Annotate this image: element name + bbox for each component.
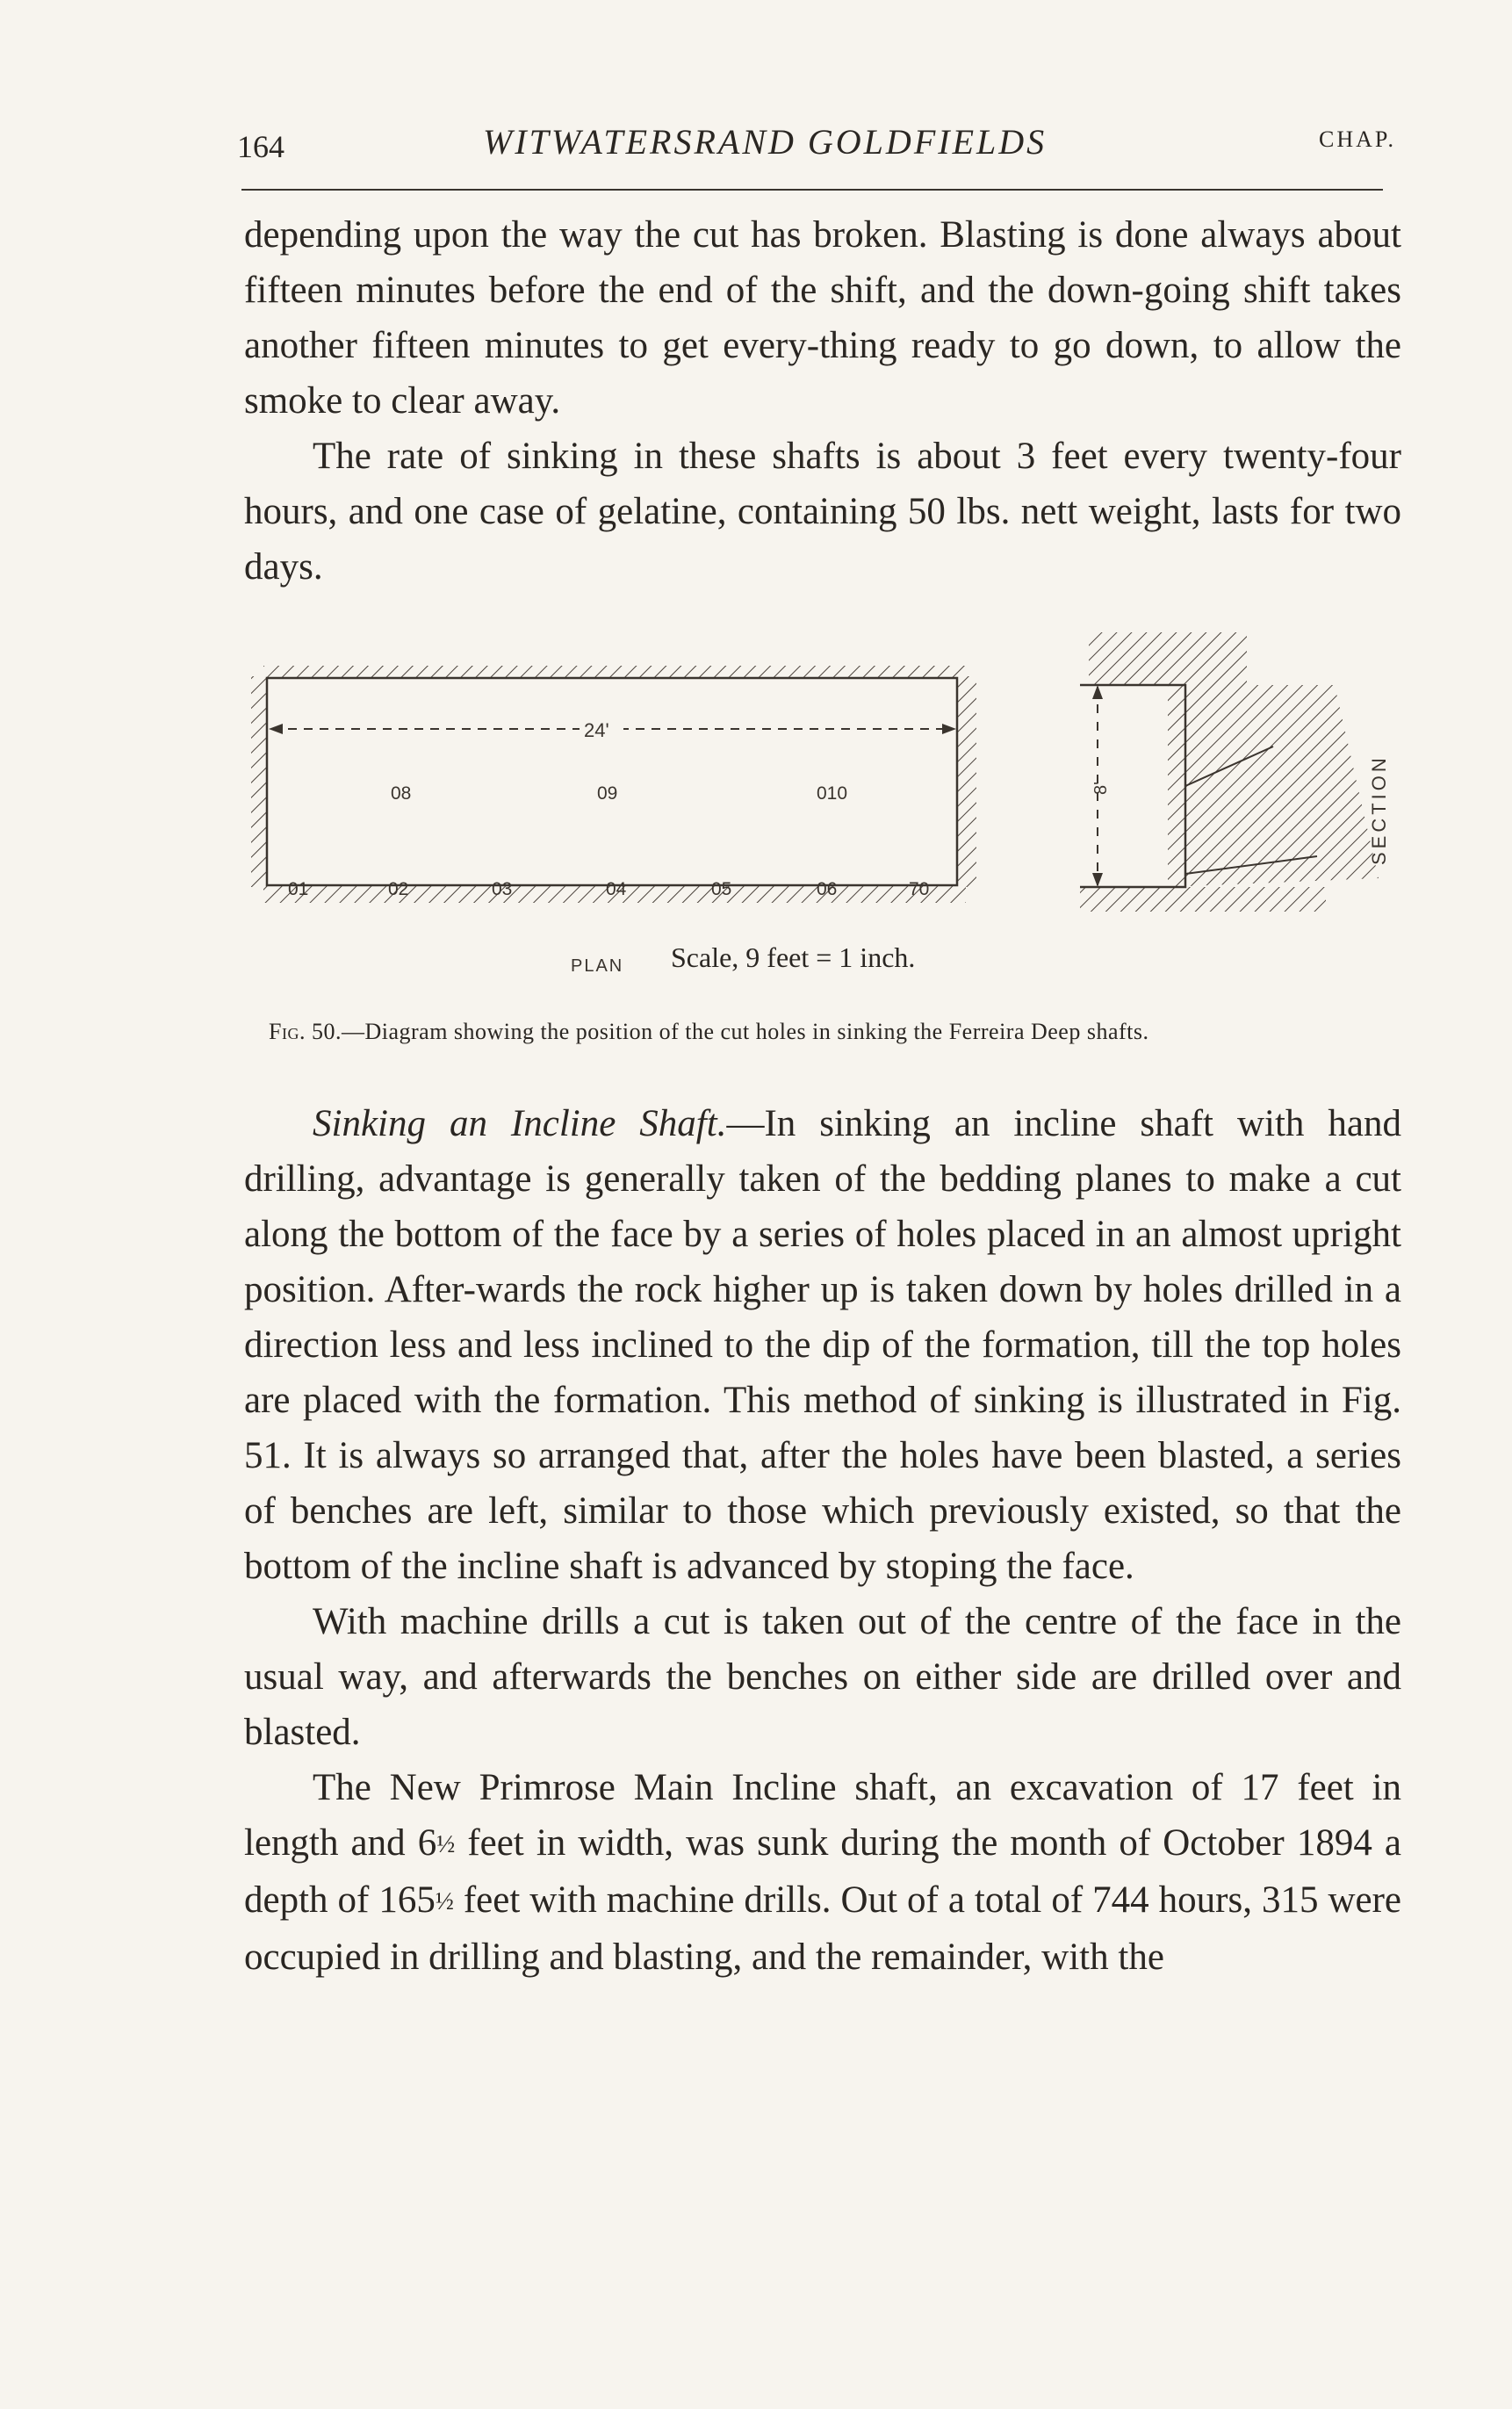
hole-label: 02 [388, 879, 409, 899]
arrow-down-icon [1092, 873, 1103, 887]
caption-figure-number: Fig. 50. [269, 1019, 342, 1044]
chapter-label: CHAP. [1319, 126, 1396, 152]
plan-wall-top [263, 666, 966, 678]
running-title: WITWATERSRAND GOLDFIELDS [483, 122, 1048, 162]
width-dimension-label: 24' [584, 719, 609, 741]
hole-label: 70 [909, 879, 930, 899]
scale-label: Scale, 9 feet = 1 inch. [671, 941, 916, 973]
paragraph-text: feet with machine drills. Out of a total of 744 hours, 315 were occupied in drilling and blasting, and the remainder, with the [244, 1879, 1401, 1978]
hole-label: 05 [711, 879, 732, 899]
page-header [237, 121, 1414, 174]
section-hatch-top [1089, 632, 1247, 685]
arrow-up-icon [1092, 685, 1103, 699]
paragraph [244, 1760, 1401, 1985]
section-label: SECTION [1368, 754, 1390, 865]
hole-label: 03 [492, 879, 513, 899]
figure-50 [237, 632, 1405, 992]
page-number: 164 [237, 129, 284, 164]
arrow-right-icon [942, 724, 956, 734]
paragraph: depending upon the way the cut has broken. Blasting is done always about fifteen minutes before the end of the shift, and the down-going shift takes another fifteen minutes to get every-thing ready to go down, to allow the smoke to clear away. [244, 214, 1401, 422]
section-hatch-right [1168, 685, 1379, 887]
section-hatch-bottom [1080, 887, 1326, 912]
figure-caption [269, 1019, 1149, 1045]
hole-label: 010 [817, 783, 848, 804]
paragraph: With machine drills a cut is taken out of the centre of the face in the usual way, and afterwards the benches on either side are drilled over and blasted. [244, 1601, 1401, 1753]
section-heading: Sinking an Incline Shaft. [313, 1103, 727, 1144]
header-rule [241, 189, 1383, 191]
fraction: ½ [435, 1888, 454, 1915]
hole-label: 01 [288, 879, 309, 899]
plan-wall-right [957, 676, 976, 887]
hole-label: 08 [391, 783, 412, 804]
shaft-diagram [237, 632, 1405, 992]
fraction: ½ [436, 1831, 456, 1858]
hole-label: 06 [817, 879, 838, 899]
arrow-left-icon [269, 724, 283, 734]
paragraph-text: feet in width, was sunk during the month of October 1894 a depth of 165 [244, 1822, 1401, 1921]
hole-label: 09 [597, 783, 618, 804]
paragraph-text: The New Primrose Main Incline shaft, an excavation of 17 feet in length and 6 [244, 1767, 1401, 1864]
plan-outline [267, 678, 957, 885]
paragraph [244, 1096, 1401, 1594]
caption-text: —Diagram showing the position of the cut holes in sinking the Ferreira Deep shafts. [341, 1019, 1149, 1044]
paragraph-text: —In sinking an incline shaft with hand drilling, advantage is generally taken of the bedding planes to make a cut along the bottom of the face by a series of holes placed in an almost upright position. After-wards the rock higher up is taken down by holes drilled in a direction less and less inclined to the dip of the formation, till the top holes are placed with the formation. This method of sinking is illustrated in Fig. 51. It is always so arranged that, after the holes have been blasted, a series of benches are left, similar to those which previously existed, so that the bottom of the incline shaft is advanced by stoping the face. [244, 1103, 1401, 1587]
paragraph: The rate of sinking in these shafts is about 3 feet every twenty-four hours, and one case of gelatine, containing 50 lbs. nett weight, lasts for two days. [244, 436, 1401, 588]
plan-wall-left [251, 676, 267, 887]
hole-label: 04 [606, 879, 627, 899]
plan-label: PLAN [571, 956, 624, 976]
body-text [244, 1096, 1401, 1985]
depth-dimension-label: 8' [1091, 782, 1111, 795]
top-text [244, 207, 1401, 595]
